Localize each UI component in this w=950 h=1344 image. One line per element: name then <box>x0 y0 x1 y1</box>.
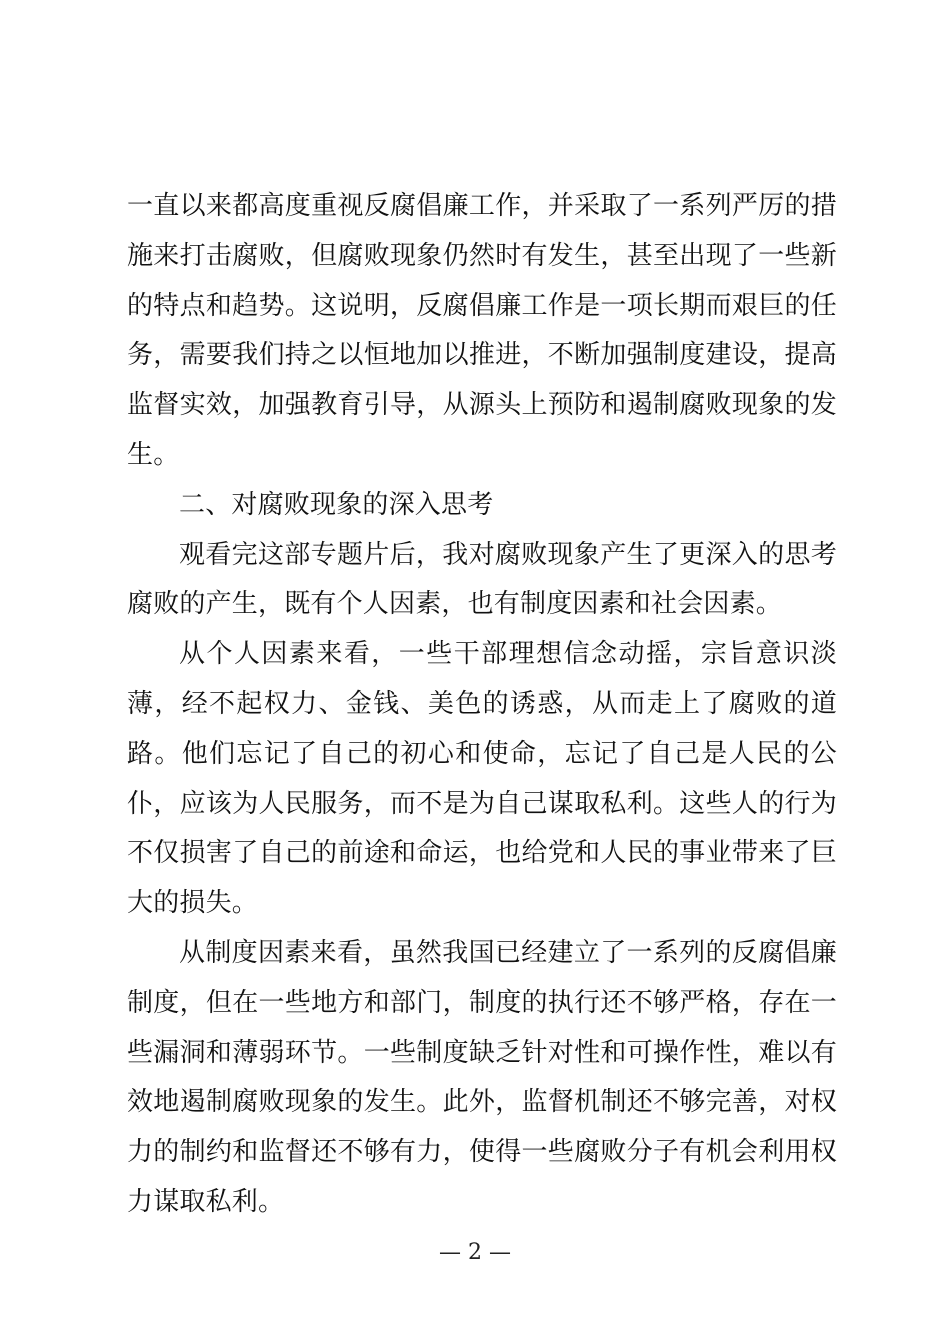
document-body <box>127 182 837 1228</box>
paragraph-intro: 观看完这部专题片后，我对腐败现象产生了更深入的思考腐败的产生，既有个人因素，也有制度因素和社会因素。 <box>127 539 837 620</box>
section-heading: 二、对腐败现象的深入思考 <box>179 489 494 520</box>
paragraph-institutional-factors: 从制度因素来看，虽然我国已经建立了一系列的反腐倡廉制度，但在一些地方和部门，制度的执行还不够严格，存在一些漏洞和薄弱环节。一些制度缺乏针对性和可操作性，难以有效地遏制腐败现象的发生。此外，监督机制还不够完善，对权力的制约和监督还不够有力，使得一些腐败分子有机会利用权力谋取私利。 <box>127 937 837 1217</box>
page-number: — 2 — <box>439 1240 511 1265</box>
paragraph-personal-factors: 从个人因素来看，一些干部理想信念动摇，宗旨意识淡薄，经不起权力、金钱、美色的诱惑，从而走上了腐败的道路。他们忘记了自己的初心和使命，忘记了自己是人民的公仆，应该为人民服务，而不是为自己谋取私利。这些人的行为不仅损害了自己的前途和命运，也给党和人民的事业带来了巨大的损失。 <box>127 639 837 919</box>
paragraph-continuation: 一直以来都高度重视反腐倡廉工作，并采取了一系列严厉的措施来打击腐败，但腐败现象仍然时有发生，甚至出现了一些新的特点和趋势。这说明，反腐倡廉工作是一项长期而艰巨的任务，需要我们持之以恒地加以推进，不断加强制度建设，提高监督实效，加强教育引导，从源头上预防和遏制腐败现象的发生。 <box>127 191 837 470</box>
